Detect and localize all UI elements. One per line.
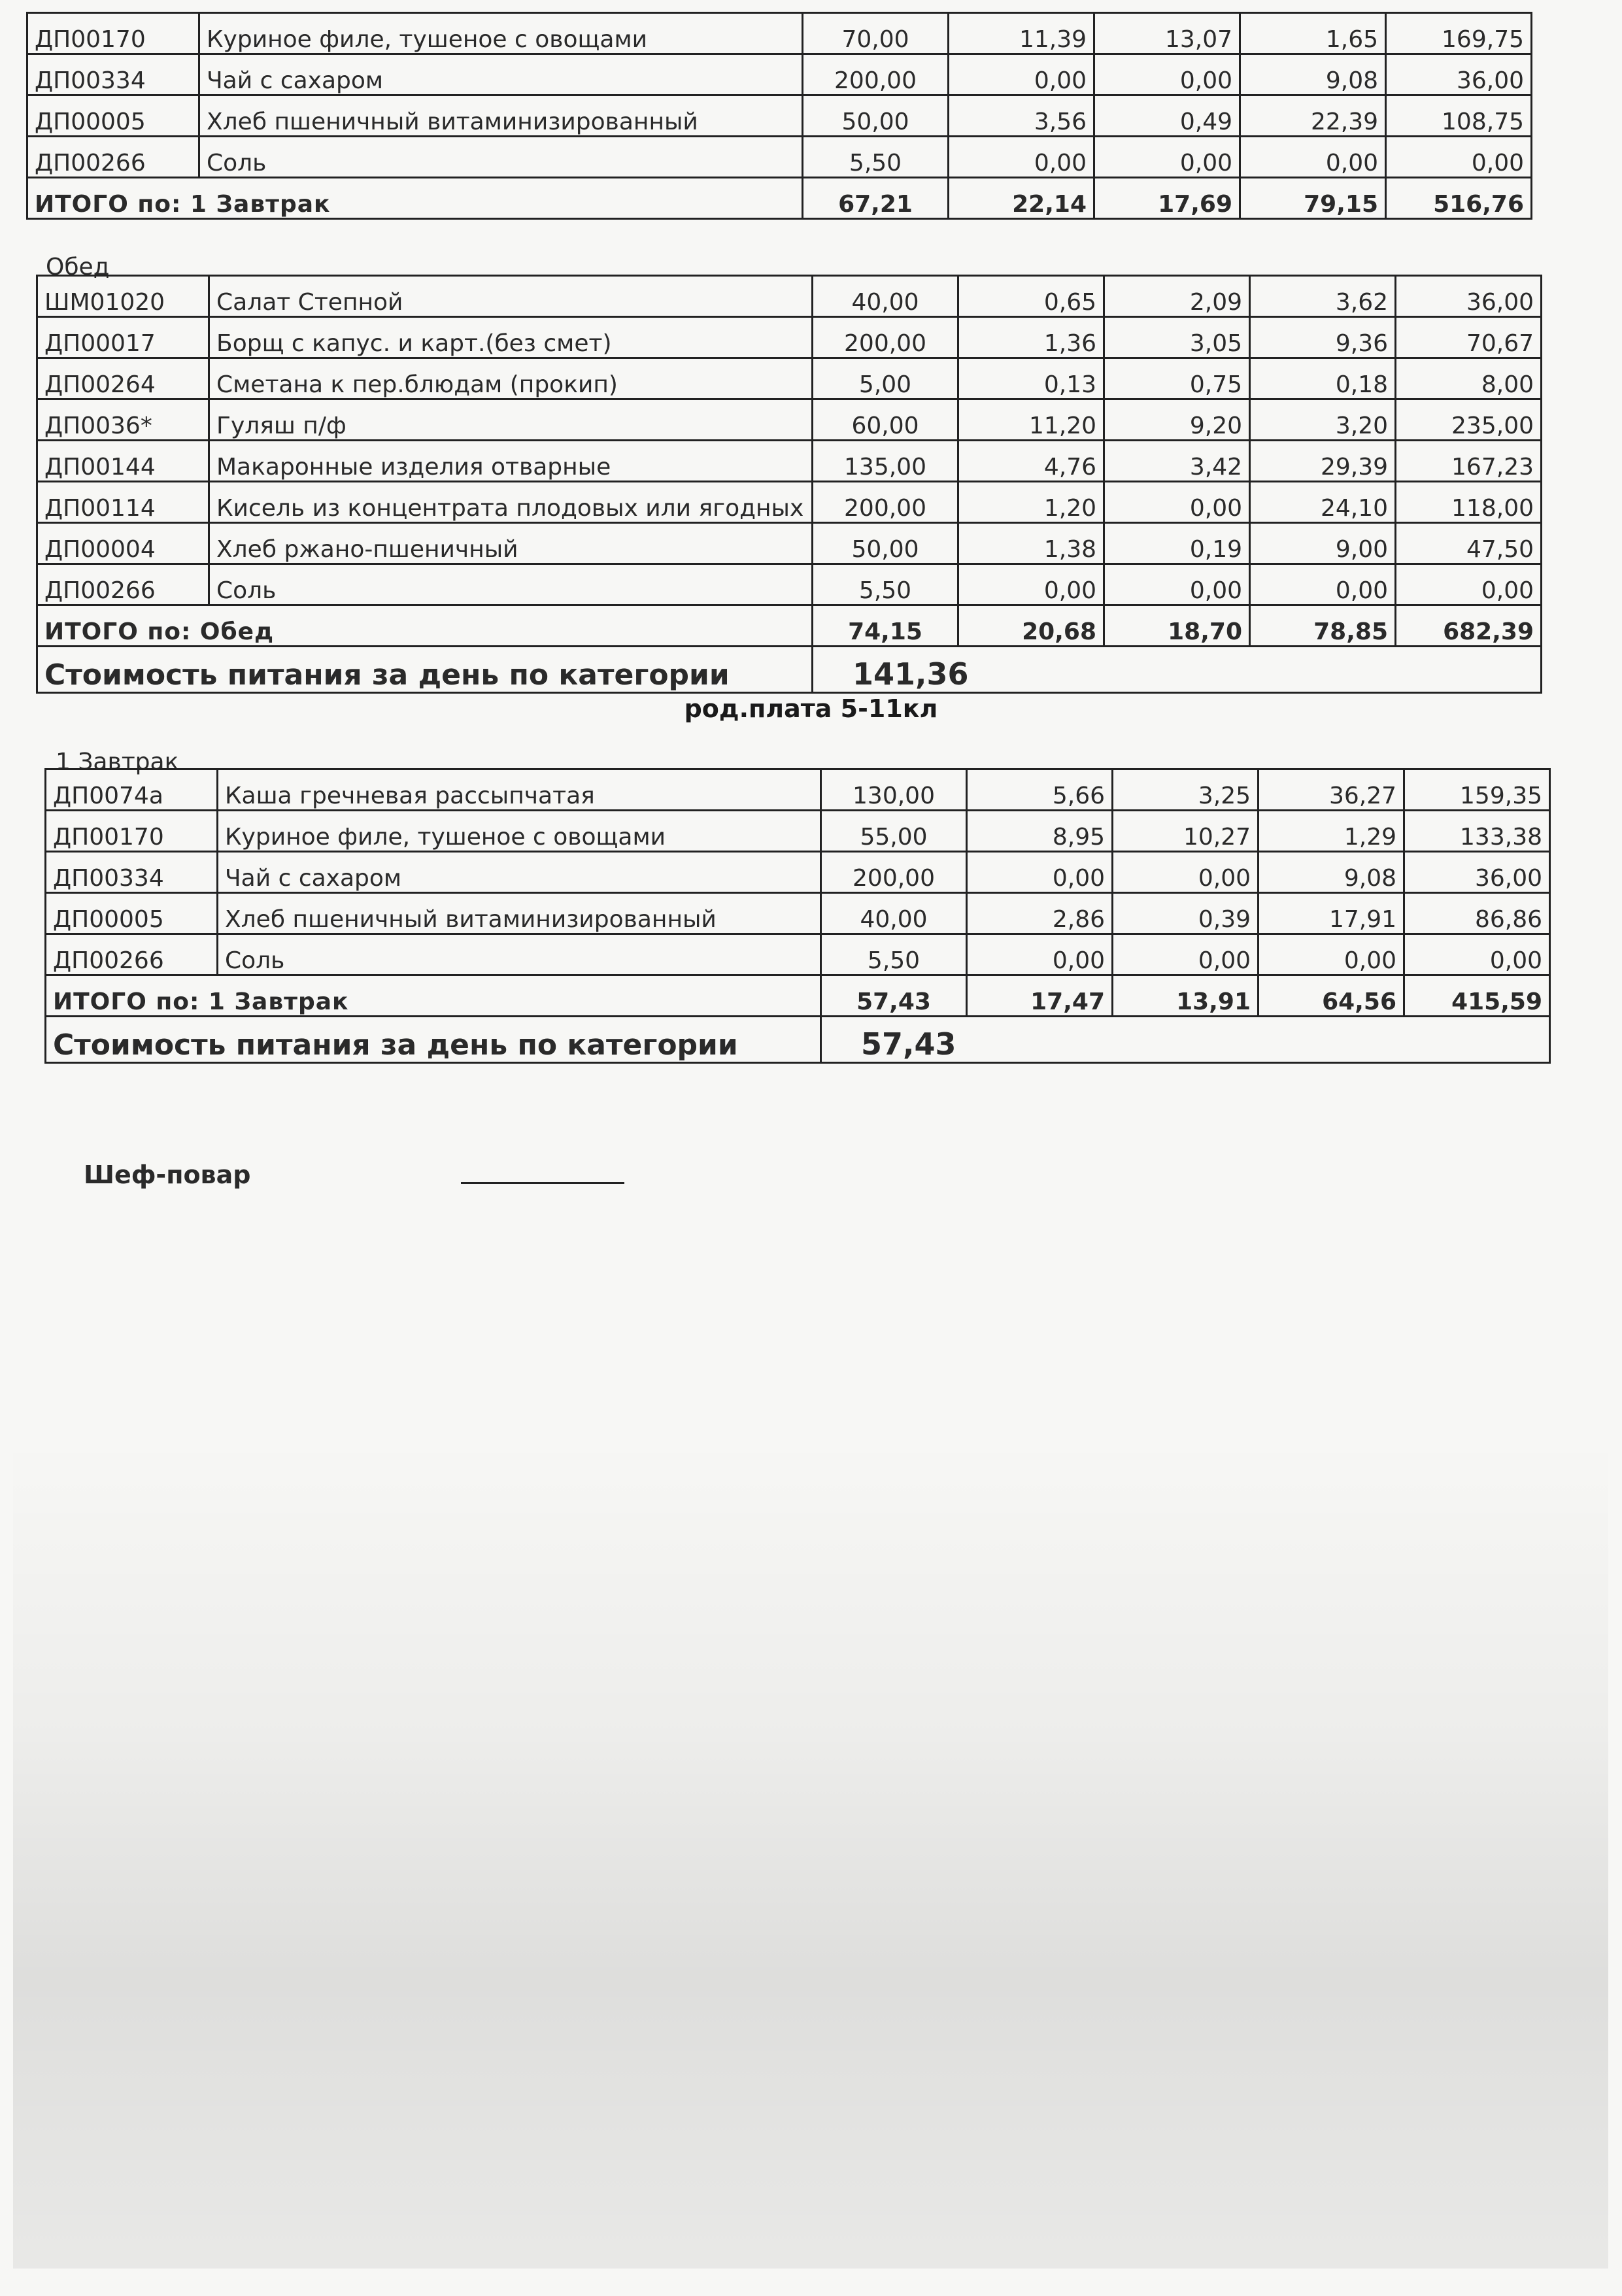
item-code: ДП00266: [37, 564, 209, 605]
item-code: ДП00334: [46, 852, 218, 893]
item-protein: 0,00: [967, 934, 1113, 975]
item-code: ДП00266: [46, 934, 218, 975]
scan-shading: [13, 1438, 1608, 2269]
item-fat: 0,19: [1104, 523, 1250, 564]
item-name: Чай с сахаром: [218, 852, 821, 893]
item-kcal: 0,00: [1396, 564, 1542, 605]
item-protein: 0,00: [949, 54, 1094, 95]
item-weight: 200,00: [813, 482, 958, 523]
item-fat: 3,42: [1104, 441, 1250, 482]
table-row: [27, 13, 1532, 54]
item-protein: 1,36: [958, 317, 1104, 358]
item-carbs: 9,36: [1250, 317, 1396, 358]
item-fat: 0,00: [1113, 852, 1259, 893]
table-row: [46, 934, 1550, 975]
item-protein: 2,86: [967, 893, 1113, 934]
table-row: [37, 564, 1542, 605]
total-weight: 67,21: [803, 178, 949, 219]
item-name: Каша гречневая рассыпчатая: [218, 769, 821, 811]
item-fat: 13,07: [1094, 13, 1240, 54]
item-fat: 0,00: [1104, 482, 1250, 523]
item-kcal: 36,00: [1404, 852, 1550, 893]
total-label: ИТОГО по: 1 Завтрак: [27, 178, 803, 219]
item-protein: 0,00: [949, 137, 1094, 178]
item-weight: 135,00: [813, 441, 958, 482]
item-weight: 50,00: [813, 523, 958, 564]
item-carbs: 9,08: [1240, 54, 1386, 95]
item-fat: 0,00: [1104, 564, 1250, 605]
total-carbs: 79,15: [1240, 178, 1386, 219]
item-name: Соль: [218, 934, 821, 975]
item-fat: 0,00: [1094, 54, 1240, 95]
item-carbs: 1,65: [1240, 13, 1386, 54]
item-fat: 0,75: [1104, 358, 1250, 399]
item-protein: 8,95: [967, 811, 1113, 852]
category-title: род.плата 5-11кл: [684, 694, 938, 723]
item-name: Хлеб пшеничный витаминизированный: [218, 893, 821, 934]
total-label: ИТОГО по: 1 Завтрак: [46, 975, 821, 1017]
item-name: Макаронные изделия отварные: [209, 441, 813, 482]
table-row: [27, 95, 1532, 137]
item-code: ДП00266: [27, 137, 199, 178]
item-name: Хлеб пшеничный витаминизированный: [199, 95, 803, 137]
table-row: [37, 276, 1542, 317]
item-weight: 40,00: [821, 893, 967, 934]
cost-row: [46, 1017, 1550, 1063]
total-fat: 18,70: [1104, 605, 1250, 647]
item-weight: 5,50: [803, 137, 949, 178]
item-kcal: 118,00: [1396, 482, 1542, 523]
item-carbs: 0,00: [1240, 137, 1386, 178]
item-name: Кисель из концентрата плодовых или ягодных: [209, 482, 813, 523]
item-kcal: 8,00: [1396, 358, 1542, 399]
item-code: ДП0074а: [46, 769, 218, 811]
item-weight: 55,00: [821, 811, 967, 852]
item-carbs: 3,20: [1250, 399, 1396, 441]
item-name: Соль: [199, 137, 803, 178]
item-kcal: 36,00: [1396, 276, 1542, 317]
signature-label: Шеф-повар: [84, 1160, 251, 1189]
item-code: ДП00144: [37, 441, 209, 482]
total-protein: 17,47: [967, 975, 1113, 1017]
item-weight: 130,00: [821, 769, 967, 811]
item-kcal: 86,86: [1404, 893, 1550, 934]
item-code: ДП0036*: [37, 399, 209, 441]
item-kcal: 169,75: [1386, 13, 1532, 54]
table-row: [37, 523, 1542, 564]
item-protein: 5,66: [967, 769, 1113, 811]
table-top-breakfast: [26, 12, 1532, 220]
item-name: Куриное филе, тушеное с овощами: [199, 13, 803, 54]
table-row: [37, 441, 1542, 482]
item-name: Сметана к пер.блюдам (прокип): [209, 358, 813, 399]
total-carbs: 64,56: [1259, 975, 1404, 1017]
item-name: Борщ с капус. и карт.(без смет): [209, 317, 813, 358]
item-kcal: 108,75: [1386, 95, 1532, 137]
item-kcal: 235,00: [1396, 399, 1542, 441]
item-name: Салат Степной: [209, 276, 813, 317]
total-weight: 74,15: [813, 605, 958, 647]
item-carbs: 24,10: [1250, 482, 1396, 523]
item-fat: 0,00: [1094, 137, 1240, 178]
lunch-section-title: Обед: [46, 254, 110, 280]
item-carbs: 9,00: [1250, 523, 1396, 564]
table-row: [37, 399, 1542, 441]
total-row: [37, 605, 1542, 647]
item-name: Чай с сахаром: [199, 54, 803, 95]
total-carbs: 78,85: [1250, 605, 1396, 647]
item-weight: 5,50: [821, 934, 967, 975]
table-row: [27, 54, 1532, 95]
item-carbs: 3,62: [1250, 276, 1396, 317]
item-carbs: 22,39: [1240, 95, 1386, 137]
table-row: [46, 769, 1550, 811]
item-carbs: 0,00: [1259, 934, 1404, 975]
item-protein: 0,00: [958, 564, 1104, 605]
item-fat: 3,25: [1113, 769, 1259, 811]
total-kcal: 682,39: [1396, 605, 1542, 647]
table-row: [46, 893, 1550, 934]
item-kcal: 159,35: [1404, 769, 1550, 811]
item-code: ШМ01020: [37, 276, 209, 317]
item-fat: 9,20: [1104, 399, 1250, 441]
total-kcal: 516,76: [1386, 178, 1532, 219]
table-lunch: [36, 275, 1542, 694]
item-fat: 10,27: [1113, 811, 1259, 852]
table-row: [37, 317, 1542, 358]
table-row: [37, 482, 1542, 523]
table-row: [37, 358, 1542, 399]
item-fat: 0,00: [1113, 934, 1259, 975]
item-kcal: 70,67: [1396, 317, 1542, 358]
total-kcal: 415,59: [1404, 975, 1550, 1017]
total-row: [46, 975, 1550, 1017]
item-protein: 0,65: [958, 276, 1104, 317]
total-label: ИТОГО по: Обед: [37, 605, 813, 647]
cost-row: [37, 647, 1542, 693]
item-weight: 60,00: [813, 399, 958, 441]
item-protein: 3,56: [949, 95, 1094, 137]
item-weight: 5,00: [813, 358, 958, 399]
total-row: [27, 178, 1532, 219]
item-protein: 0,13: [958, 358, 1104, 399]
total-protein: 20,68: [958, 605, 1104, 647]
cost-value: 141,36: [813, 647, 1542, 693]
table-row: [46, 811, 1550, 852]
table-breakfast: [44, 768, 1551, 1064]
total-protein: 22,14: [949, 178, 1094, 219]
item-code: ДП00334: [27, 54, 199, 95]
total-weight: 57,43: [821, 975, 967, 1017]
item-weight: 200,00: [803, 54, 949, 95]
item-weight: 5,50: [813, 564, 958, 605]
signature-line: [461, 1182, 624, 1184]
item-code: ДП00170: [46, 811, 218, 852]
item-protein: 4,76: [958, 441, 1104, 482]
item-carbs: 9,08: [1259, 852, 1404, 893]
item-protein: 11,39: [949, 13, 1094, 54]
item-weight: 40,00: [813, 276, 958, 317]
item-name: Гуляш п/ф: [209, 399, 813, 441]
item-kcal: 0,00: [1386, 137, 1532, 178]
item-kcal: 133,38: [1404, 811, 1550, 852]
item-code: ДП00005: [46, 893, 218, 934]
item-carbs: 0,18: [1250, 358, 1396, 399]
item-carbs: 29,39: [1250, 441, 1396, 482]
item-carbs: 0,00: [1250, 564, 1396, 605]
cost-value: 57,43: [821, 1017, 1550, 1063]
item-weight: 200,00: [813, 317, 958, 358]
item-carbs: 36,27: [1259, 769, 1404, 811]
item-code: ДП00005: [27, 95, 199, 137]
item-carbs: 17,91: [1259, 893, 1404, 934]
breakfast-section-title: 1 Завтрак: [56, 749, 179, 775]
item-weight: 70,00: [803, 13, 949, 54]
item-kcal: 36,00: [1386, 54, 1532, 95]
item-fat: 0,49: [1094, 95, 1240, 137]
item-kcal: 0,00: [1404, 934, 1550, 975]
item-fat: 2,09: [1104, 276, 1250, 317]
item-code: ДП00264: [37, 358, 209, 399]
cost-label: Стоимость питания за день по категории: [46, 1017, 821, 1063]
table-row: [27, 137, 1532, 178]
table-row: [46, 852, 1550, 893]
cost-label: Стоимость питания за день по категории: [37, 647, 813, 693]
item-protein: 1,38: [958, 523, 1104, 564]
total-fat: 13,91: [1113, 975, 1259, 1017]
item-weight: 200,00: [821, 852, 967, 893]
item-fat: 0,39: [1113, 893, 1259, 934]
item-code: ДП00170: [27, 13, 199, 54]
item-code: ДП00017: [37, 317, 209, 358]
item-code: ДП00004: [37, 523, 209, 564]
item-name: Куриное филе, тушеное с овощами: [218, 811, 821, 852]
item-carbs: 1,29: [1259, 811, 1404, 852]
total-fat: 17,69: [1094, 178, 1240, 219]
item-code: ДП00114: [37, 482, 209, 523]
item-protein: 11,20: [958, 399, 1104, 441]
item-name: Хлеб ржано-пшеничный: [209, 523, 813, 564]
item-kcal: 47,50: [1396, 523, 1542, 564]
item-kcal: 167,23: [1396, 441, 1542, 482]
item-name: Соль: [209, 564, 813, 605]
item-fat: 3,05: [1104, 317, 1250, 358]
item-weight: 50,00: [803, 95, 949, 137]
item-protein: 0,00: [967, 852, 1113, 893]
item-protein: 1,20: [958, 482, 1104, 523]
